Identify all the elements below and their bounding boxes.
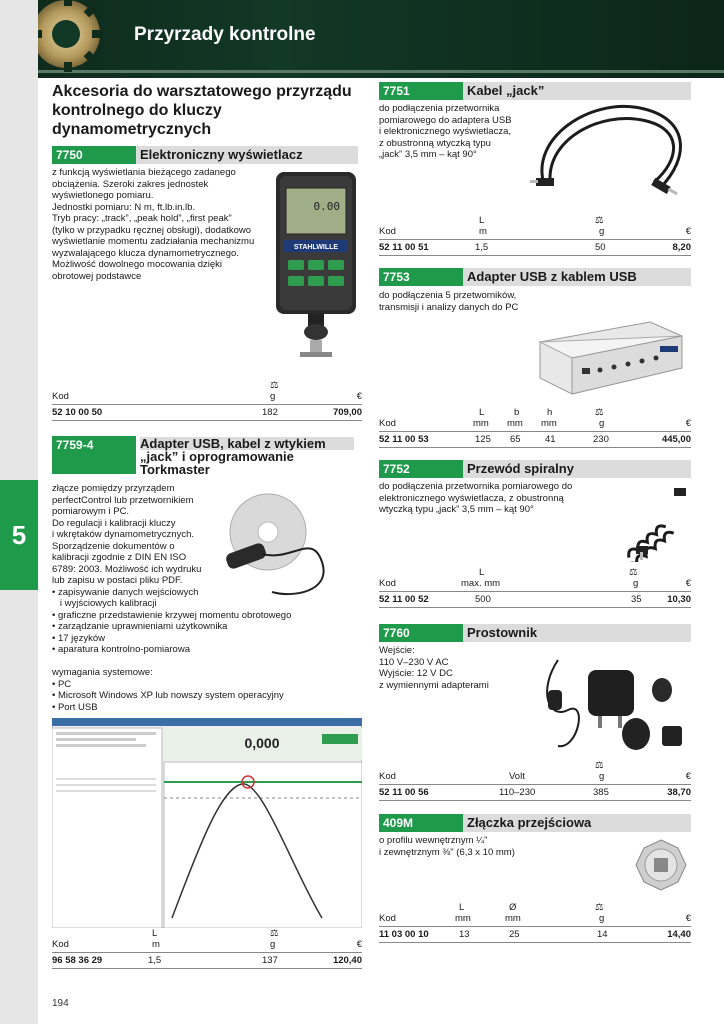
col-header-l-unit: mm — [455, 913, 471, 924]
col-header-diameter: Ø — [509, 902, 517, 913]
desc-line: do podłączenia 5 przetworników, — [379, 290, 517, 301]
weight-value: 385 — [593, 787, 609, 798]
col-header-h: h — [547, 407, 553, 418]
weight-value: 137 — [262, 955, 278, 966]
desc-line: z wymiennymi adapterami — [379, 679, 489, 691]
col-header-kod: Kod — [52, 391, 69, 402]
product-bar-7760 — [379, 624, 691, 642]
col-header-kod: Kod — [379, 226, 396, 237]
desc-line: • zarządzanie uprawnieniami użytkownika — [52, 621, 228, 632]
desc-line: 6789: 2003. Możliwość ich wydruku — [52, 563, 202, 575]
desc-line: obciążenia. Szeroki zakres jednostek — [52, 178, 209, 190]
desc-line: i zewnętrznym ⅜" (6,3 x 10 mm) — [379, 846, 515, 858]
desc-line: Tryb pracy: „track”, „peak hold”, „first peak” — [52, 213, 232, 224]
desc-line: Jednostki pomiaru: N m, ft.lb.in.lb. — [52, 201, 196, 213]
col-header-eur: € — [685, 913, 691, 924]
desc-line: wtyczką typu „jack” 3,5 mm – kąt 90° — [379, 504, 534, 515]
order-code: 11 03 00 10 — [379, 929, 429, 940]
product-name — [136, 436, 358, 477]
desc-line: 110 V–230 V AC — [379, 656, 449, 668]
product-bar-409M — [379, 814, 691, 832]
length-value: 125 — [475, 434, 491, 445]
product-description-7760 — [379, 645, 539, 691]
price: 10,30 — [667, 594, 691, 605]
price: 14,40 — [667, 929, 691, 940]
price: 120,40 — [332, 955, 362, 966]
section-heading: Akcesoria do warsztatowego przyrządu kontrolnego do kluczy dynamometrycznych — [52, 83, 352, 138]
col-header-g: g — [270, 391, 276, 402]
weight-value: 230 — [593, 434, 609, 445]
name-line: Adapter USB, kabel z wtykiem — [140, 437, 354, 450]
col-header-volt: Volt — [509, 771, 525, 782]
col-header-l: L — [479, 567, 485, 578]
weight-value: 35 — [631, 594, 642, 605]
product-code: 7751 — [379, 82, 463, 100]
desc-line: • aparatura kontrolno-pomiarowa — [52, 644, 190, 655]
spec-table-7752 — [379, 567, 691, 610]
col-header-eur: € — [356, 939, 362, 950]
chapter-tab — [0, 480, 38, 590]
spec-table-7750 — [52, 380, 362, 423]
brand-label: STAHLWILLE — [293, 244, 339, 251]
col-header-l: L — [459, 902, 465, 913]
col-header-b-unit: mm — [507, 418, 523, 429]
spec-table-7760 — [379, 760, 691, 803]
order-code: 52 11 00 51 — [379, 242, 429, 253]
col-header-l-unit: max. mm — [461, 578, 501, 589]
weight-icon: ⚖ — [629, 567, 638, 578]
display-reading: 0.00 — [313, 200, 340, 213]
price: 445,00 — [661, 434, 691, 445]
desc-line: złącze pomiędzy przyrządem — [52, 483, 175, 494]
gear-logo-icon — [38, 0, 120, 78]
desc-line: Do regulacji i kalibracji kluczy — [52, 517, 176, 529]
order-code: 52 11 00 52 — [379, 594, 429, 605]
adapter-fitting-image — [632, 836, 690, 894]
desc-line: transmisji i analizy danych do PC — [379, 301, 519, 313]
price: 8,20 — [672, 242, 691, 253]
product-code: 409M — [379, 814, 463, 832]
desc-line: wyświetlonego pomiaru. — [52, 190, 154, 201]
page-number: 194 — [52, 998, 69, 1009]
desc-line: „jack” 3,5 mm – kąt 90° — [379, 149, 477, 160]
product-description-7751 — [379, 103, 539, 161]
col-header-kod: Kod — [379, 578, 396, 589]
desc-line: elektronicznego wyświetlacza, z obustronną — [379, 492, 564, 504]
desc-line: • graficzne przedstawienie krzywej momentu obrotowego — [52, 609, 292, 621]
length-value: 500 — [475, 594, 491, 605]
desc-line: Możliwość dowolnego mocowania dzięki — [52, 259, 223, 270]
spec-table-409M — [379, 902, 691, 945]
col-header-kod: Kod — [379, 771, 396, 782]
weight-icon: ⚖ — [595, 902, 604, 913]
desc-line: Sporządzenie dokumentów o — [52, 540, 175, 552]
desc-line: • 17 języków — [52, 632, 105, 644]
screen-reading: 0,000 — [244, 735, 280, 751]
spiral-cable-image — [596, 482, 692, 562]
desc-line: wyświetlanie momentu zadziałania mechanizmu — [52, 236, 255, 247]
desc-line: kalibracji zgodnie z DIN EN ISO — [52, 552, 187, 563]
length-value: 1,5 — [475, 242, 489, 253]
product-code: 7759-4 — [52, 436, 136, 474]
col-header-g: g — [270, 939, 276, 950]
desc-line: i elektronicznego wyświetlacza, — [379, 126, 512, 137]
desc-line: pomiarowym i PC. — [52, 506, 130, 517]
header-underline — [38, 70, 724, 73]
usb-adapter-box-image — [530, 318, 688, 398]
desc-line: i wkrętaków dynamometrycznych. — [52, 529, 195, 540]
chapter-number: 5 — [11, 519, 27, 550]
product-description-7750 — [52, 167, 272, 282]
product-name: Prostownik — [463, 624, 691, 642]
col-header-g: g — [599, 226, 605, 237]
name-line: „jack” i oprogramowanie — [140, 449, 294, 464]
col-header-eur: € — [685, 771, 691, 782]
order-code: 52 11 00 56 — [379, 787, 429, 798]
desc-line: z funkcją wyświetlania bieżącego zadanego — [52, 167, 236, 178]
product-description-7753 — [379, 290, 579, 313]
col-header-g: g — [599, 771, 605, 782]
spec-table-7751 — [379, 215, 691, 258]
product-name: Adapter USB z kablem USB — [463, 268, 691, 286]
product-name: Kabel „jack” — [463, 82, 691, 100]
col-header-kod: Kod — [379, 913, 396, 924]
usb-adapter-cd-image — [212, 492, 332, 602]
desc-line: Wyjście: 12 V DC — [379, 668, 453, 679]
col-header-b: b — [514, 407, 520, 418]
power-supply-image — [538, 650, 690, 760]
diameter-value: 25 — [509, 929, 520, 940]
col-header-kod: Kod — [379, 418, 396, 429]
desc-line: • PC — [52, 678, 72, 690]
product-name: Złączka przejściowa — [463, 814, 691, 832]
col-header-l: L — [479, 407, 485, 418]
page-header-title: Przyrzady kontrolne — [134, 24, 316, 45]
col-header-l-unit: m — [479, 226, 487, 237]
desc-line: o profilu wewnętrznym ¼" — [379, 835, 488, 846]
product-name: Przewód spiralny — [463, 460, 691, 478]
length-value: 13 — [459, 929, 470, 940]
col-header-l-unit: m — [152, 939, 160, 950]
weight-icon: ⚖ — [270, 380, 279, 391]
col-header-eur: € — [685, 418, 691, 429]
spec-table-7759-4 — [52, 928, 362, 971]
product-code: 7753 — [379, 268, 463, 286]
desc-line: • Port USB — [52, 701, 98, 713]
product-description-409M — [379, 835, 579, 858]
col-header-l: L — [152, 928, 158, 939]
desc-line: z obustronną wtyczką typu — [379, 137, 491, 149]
col-header-g: g — [599, 913, 605, 924]
desc-line: pomiarowego do adaptera USB — [379, 114, 512, 126]
product-bar-7752 — [379, 460, 691, 478]
desc-line: wyzwalającego klucza dynamometrycznego. — [52, 247, 239, 259]
desc-line: do podłączenia przetwornika pomiarowego do — [379, 481, 573, 492]
electronic-display-image — [270, 168, 362, 368]
width-value: 65 — [510, 434, 521, 445]
col-header-eur: € — [685, 578, 691, 589]
length-value: 1,5 — [148, 955, 162, 966]
desc-line: • zapisywanie danych wejściowych — [52, 586, 199, 598]
desc-line: • Microsoft Windows XP lub nowszy system operacyjny — [52, 690, 284, 701]
col-header-eur: € — [685, 226, 691, 237]
order-code: 96 58 36 29 — [52, 955, 103, 966]
desc-line: obrotowej podstawce — [52, 270, 142, 282]
software-screenshot-image — [52, 718, 362, 928]
col-header-h-unit: mm — [541, 418, 557, 429]
weight-icon: ⚖ — [270, 928, 279, 939]
name-line: Torkmaster — [140, 462, 210, 477]
product-code: 7752 — [379, 460, 463, 478]
desc-line: (tylko w przypadku ręcznej obsługi), dodatkowo — [52, 224, 252, 236]
col-header-kod: Kod — [52, 939, 69, 950]
spec-table-7753 — [379, 407, 691, 450]
col-header-l-unit: mm — [473, 418, 489, 429]
weight-value: 14 — [597, 929, 608, 940]
desc-line: do podłączenia przetwornika — [379, 103, 500, 114]
voltage-value: 110–230 — [499, 787, 536, 798]
price: 709,00 — [332, 407, 362, 418]
desc-line: lub zapisu w postaci pliku PDF. — [52, 575, 183, 586]
order-code: 52 11 00 53 — [379, 434, 429, 445]
product-bar-7759-4 — [52, 436, 358, 477]
order-code: 52 10 00 50 — [52, 407, 103, 418]
weight-icon: ⚖ — [595, 760, 604, 771]
product-name: Elektroniczny wyświetlacz — [136, 146, 358, 164]
product-bar-7750 — [52, 146, 358, 164]
product-description-7752 — [379, 481, 599, 516]
col-header-diameter-unit: mm — [505, 913, 521, 924]
product-code: 7760 — [379, 624, 463, 642]
product-bar-7753 — [379, 268, 691, 286]
weight-value: 50 — [595, 242, 606, 253]
col-header-g: g — [633, 578, 639, 589]
desc-line: i wyjściowych kalibracji — [52, 598, 157, 609]
desc-line: wymagania systemowe: — [52, 667, 153, 678]
weight-icon: ⚖ — [595, 215, 604, 226]
weight-value: 182 — [262, 407, 278, 418]
desc-line: perfectControl lub przetwornikiem — [52, 494, 194, 506]
product-code: 7750 — [52, 146, 136, 164]
col-header-eur: € — [356, 391, 362, 402]
col-header-g: g — [599, 418, 605, 429]
desc-line: Wejście: — [379, 645, 415, 656]
price: 38,70 — [667, 787, 691, 798]
height-value: 41 — [545, 434, 556, 445]
weight-icon: ⚖ — [595, 407, 604, 418]
col-header-l: L — [479, 215, 485, 226]
jack-cable-image — [530, 98, 690, 206]
